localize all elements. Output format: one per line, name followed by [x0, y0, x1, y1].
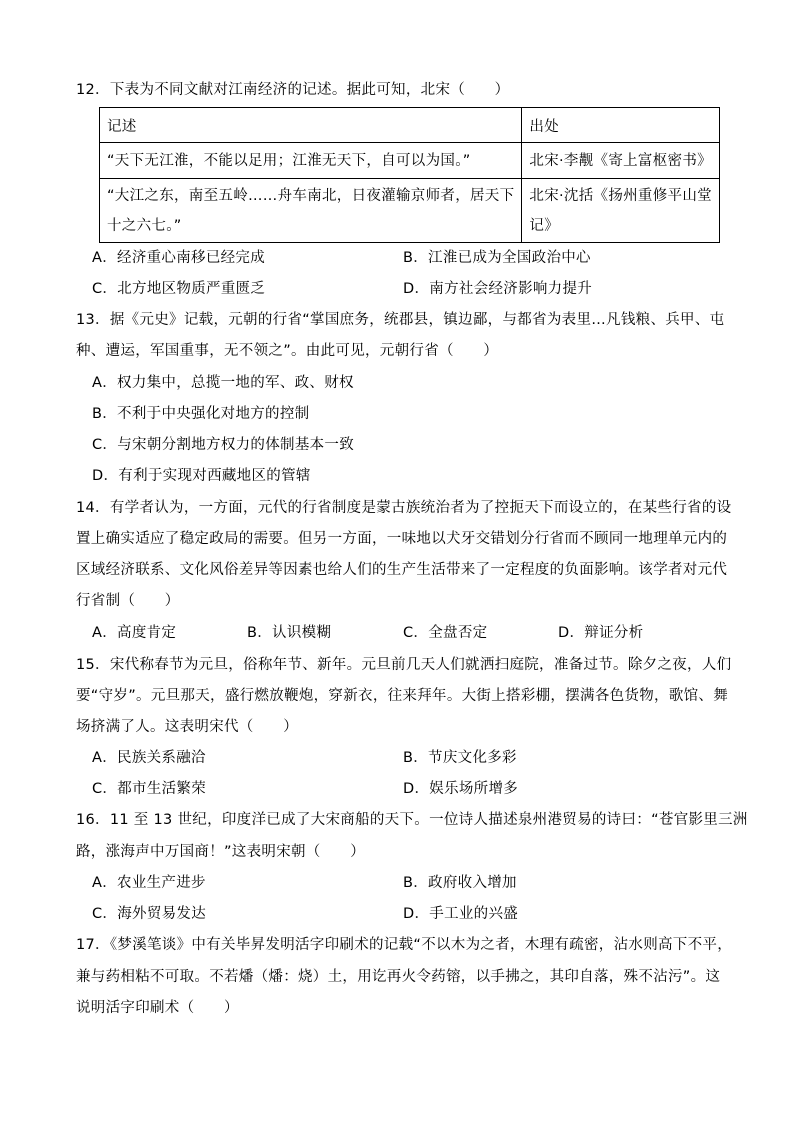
q16-option-c: C．海外贸易发达	[92, 906, 207, 922]
q12-option-c: C．北方地区物质严重匮乏	[92, 281, 266, 297]
table-row	[100, 143, 720, 179]
table-header-record: 记述	[100, 108, 522, 143]
source-line: 北宋·李觏《寄上富枢密书》	[529, 152, 712, 169]
q12-option-a: A．经济重心南移已经完成	[92, 250, 266, 266]
table-cell-source	[522, 179, 720, 243]
table-cell-record	[100, 143, 522, 179]
q12-source-table	[99, 107, 720, 243]
record-line: “天下无江淮，不能以足用；江淮无天下，自可以为国。”	[107, 152, 471, 169]
q13-option-c: C．与宋朝分割地方权力的体制基本一致	[92, 437, 355, 453]
q14-stem-line: 14．有学者认为，一方面，元代的行省制度是蒙古族统治者为了控扼天下而设立的，在某些行省的设	[76, 500, 732, 516]
q14-option-b: B．认识模糊	[247, 625, 332, 641]
q15-option-c: C．都市生活繁荣	[92, 781, 207, 797]
q16-option-d: D．手工业的兴盛	[403, 906, 519, 922]
q14-option-c: C．全盘否定	[403, 625, 488, 641]
q15-option-d: D．娱乐场所增多	[403, 781, 519, 797]
q16-option-a: A．农业生产进步	[92, 875, 206, 891]
q15-option-b: B．节庆文化多彩	[403, 750, 517, 766]
source-line: 记》	[529, 217, 560, 234]
q14-stem-line: 行省制（ ）	[76, 593, 180, 609]
table-cell-record	[100, 179, 522, 243]
q13-stem-line: 种、遭运，军国重事，无不领之”。由此可见，元朝行省（ ）	[76, 343, 499, 359]
q12-option-d: D．南方社会经济影响力提升	[403, 281, 593, 297]
table-header-row	[100, 108, 720, 143]
record-line: “大江之东，南至五岭……舟车南北，日夜灌输京师者，居天下	[107, 187, 515, 204]
q13-option-a: A．权力集中，总揽一地的军、政、财权	[92, 375, 354, 391]
table-row	[100, 179, 720, 243]
q12-option-b: B．江淮已成为全国政治中心	[403, 250, 591, 266]
q13-stem-line: 13．据《元史》记载，元朝的行省“掌国庶务，统郡县，镇边鄙，与都省为表里…凡钱粮、兵甲、屯	[76, 312, 725, 328]
q12-stem: 12．下表为不同文献对江南经济的记述。据此可知，北宋（ ）	[76, 82, 510, 98]
q14-stem-line: 区域经济联系、文化风俗差异等因素也给人们的生产生活带来了一定程度的负面影响。该学者对元代	[76, 562, 728, 578]
q15-stem-line: 场挤满了人。这表明宋代（ ）	[76, 719, 298, 735]
q14-option-d: D．辩证分析	[558, 625, 644, 641]
q13-option-b: B．不利于中央强化对地方的控制	[92, 406, 310, 422]
q16-stem-line: 16．11 至 13 世纪，印度洋已成了大宋商船的天下。一位诗人描述泉州港贸易的诗曰：“苍官影里三洲	[76, 812, 748, 828]
q16-stem-line: 路，涨海声中万国商！”这表明宋朝（ ）	[76, 844, 366, 860]
q16-option-b: B．政府收入增加	[403, 875, 517, 891]
q15-option-a: A．民族关系融洽	[92, 750, 206, 766]
q17-stem-line: 说明活字印刷术（ ）	[76, 1000, 239, 1016]
table-header-source: 出处	[522, 108, 720, 143]
q17-stem-line: 17．《梦溪笔谈》中有关毕昇发明活字印刷术的记载“不以木为之者，木理有疏密，沾水则高下不平，	[76, 937, 733, 953]
table-cell-source	[522, 143, 720, 179]
record-line: 十之六七。”	[107, 217, 182, 234]
q17-stem-line: 兼与药相粘不可取。不若燔（燔：烧）土，用讫再火令药镕，以手拂之，其印自落，殊不沾污”。这	[76, 969, 721, 985]
q14-stem-line: 置上确实适应了稳定政局的需要。但另一方面，一味地以犬牙交错划分行省而不顾同一地理单元内的	[76, 531, 728, 547]
q13-option-d: D．有利于实现对西藏地区的管辖	[92, 468, 311, 484]
q15-stem-line: 要“守岁”。元旦那天，盛行燃放鞭炮，穿新衣，往来拜年。大街上搭彩棚，摆满各色货物，歌馆、舞	[76, 688, 729, 704]
q14-option-a: A．高度肯定	[92, 625, 177, 641]
q15-stem-line: 15．宋代称春节为元旦，俗称年节、新年。元旦前几天人们就洒扫庭院，准备过节。除夕之夜，人们	[76, 657, 732, 673]
source-line: 北宋·沈括《扬州重修平山堂	[529, 187, 712, 204]
